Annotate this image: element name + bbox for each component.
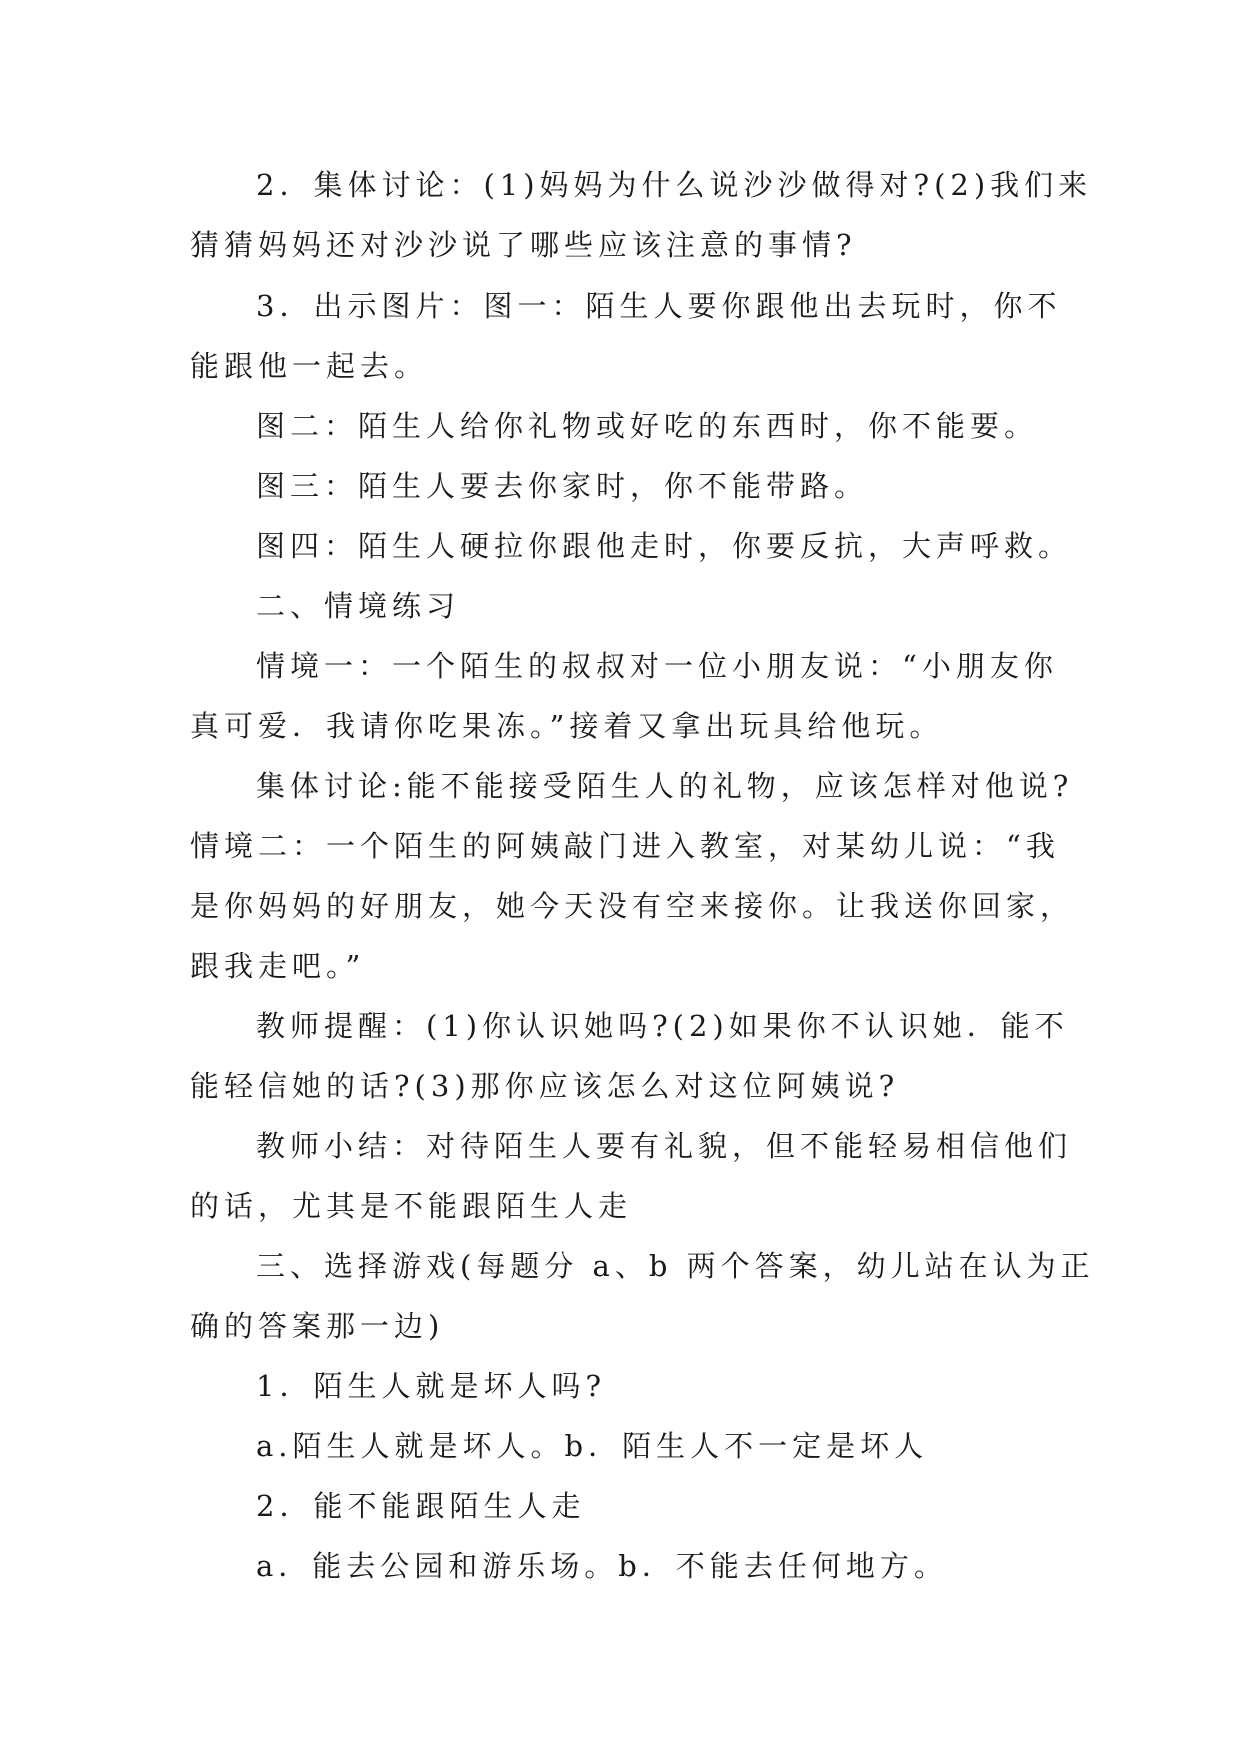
- text-line: 猜猜妈妈还对沙沙说了哪些应该注意的事情?: [190, 228, 857, 262]
- question-item: 1．陌生人就是坏人吗?: [256, 1369, 606, 1403]
- text-line: 情境二：一个陌生的阿姨敲门进入教室，对某幼儿说：“我: [190, 829, 1060, 863]
- section-heading: 三、选择游戏(每题分 a、b 两个答案，幼儿站在认为正: [256, 1249, 1095, 1283]
- text-line: 图四：陌生人硬拉你跟他走时，你要反抗，大声呼救。: [256, 529, 1073, 563]
- text-line: 是你妈妈的好朋友，她今天没有空来接你。让我送你回家，: [190, 889, 1075, 923]
- text-line: 2．集体讨论：(1)妈妈为什么说沙沙做得对?(2)我们来: [256, 168, 1093, 202]
- text-line: 教师小结：对待陌生人要有礼貌，但不能轻易相信他们: [256, 1129, 1073, 1163]
- question-item: 2．能不能跟陌生人走: [256, 1489, 586, 1523]
- text-line: 集体讨论:能不能接受陌生人的礼物，应该怎样对他说?: [256, 769, 1074, 803]
- section-heading: 二、情境练习: [256, 589, 461, 623]
- text-line: 图三：陌生人要去你家时，你不能带路。: [256, 469, 869, 503]
- text-line: 图二：陌生人给你礼物或好吃的东西时，你不能要。: [256, 409, 1039, 443]
- answer-options: a.陌生人就是坏人。b．陌生人不一定是坏人: [256, 1429, 929, 1463]
- text-line: 确的答案那一边): [190, 1309, 445, 1343]
- answer-options: a．能去公园和游乐场。b．不能去任何地方。: [256, 1549, 948, 1583]
- text-line: 能跟他一起去。: [190, 349, 429, 383]
- text-line: 3．出示图片：图一：陌生人要你跟他出去玩时，你不: [256, 289, 1062, 323]
- text-line: 教师提醒：(1)你认识她吗?(2)如果你不认识她．能不: [256, 1009, 1069, 1043]
- text-line: 的话，尤其是不能跟陌生人走: [190, 1189, 633, 1223]
- text-line: 跟我走吧。”: [190, 949, 366, 983]
- text-line: 情境一：一个陌生的叔叔对一位小朋友说：“小朋友你: [256, 649, 1058, 683]
- text-line: 真可爱．我请你吃果冻。”接着又拿出玩具给他玩。: [190, 709, 944, 743]
- text-line: 能轻信她的话?(3)那你应该怎么对这位阿姨说?: [190, 1069, 900, 1103]
